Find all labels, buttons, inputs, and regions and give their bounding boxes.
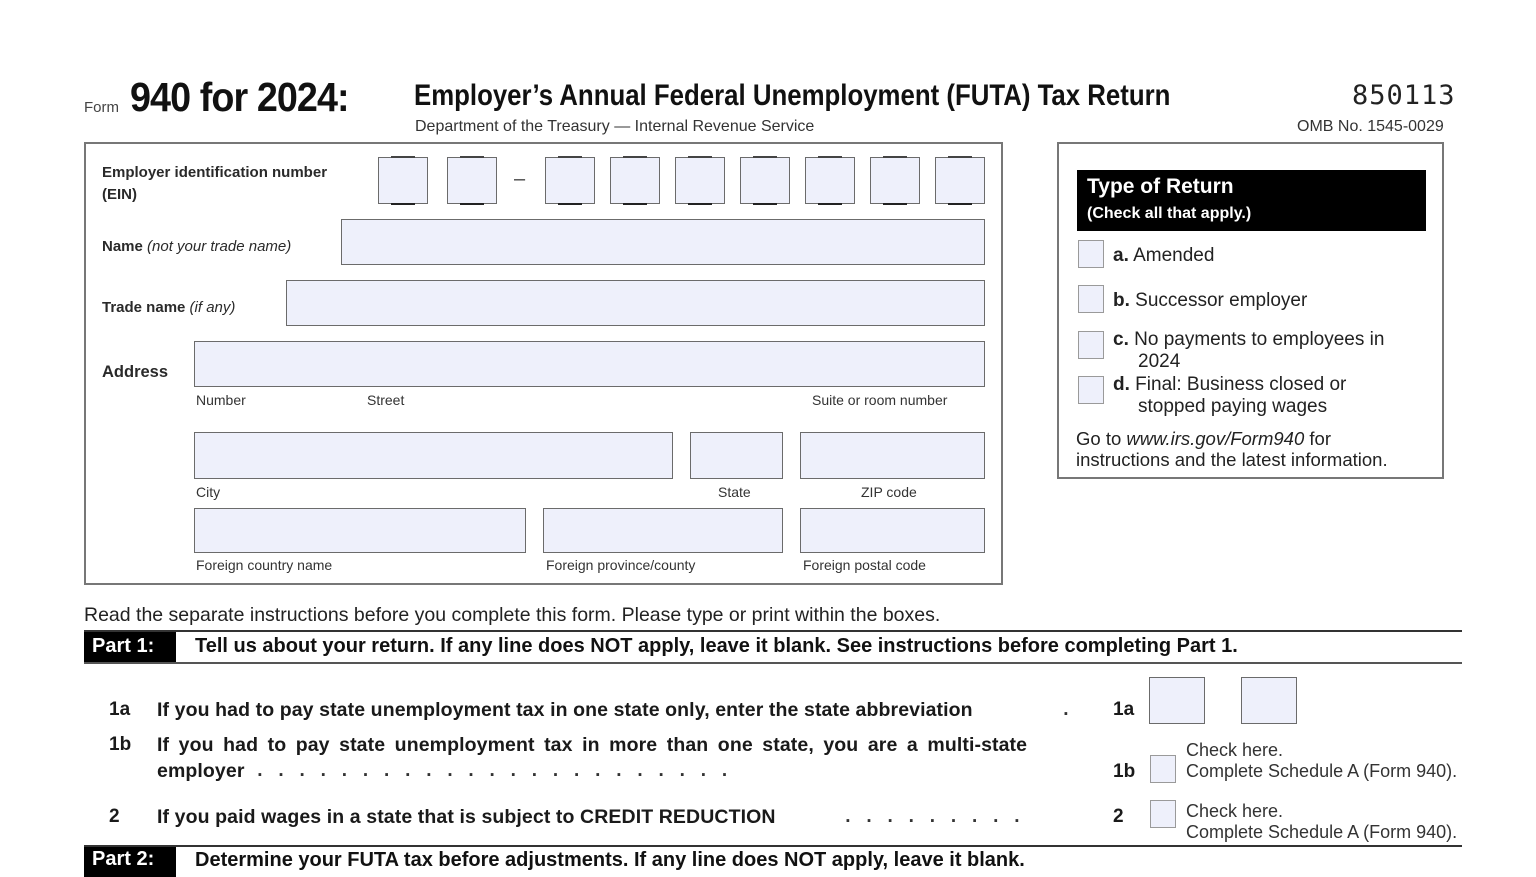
state-abbrev-box-1[interactable]	[1149, 677, 1205, 724]
zip-input[interactable]	[800, 432, 985, 479]
multi-state-checkbox[interactable]	[1150, 755, 1176, 783]
irs-form940-link[interactable]: www.irs.gov/Form940	[1126, 428, 1305, 449]
successor-employer-option	[1113, 290, 1307, 312]
ein-digit-9[interactable]	[935, 157, 985, 204]
option-label-b: Successor employer	[1135, 290, 1308, 311]
option-label-a: Amended	[1133, 245, 1215, 266]
foreign-province-sublabel: Foreign province/county	[546, 557, 696, 573]
irs-link-note	[1076, 428, 1388, 470]
part1-tag	[84, 632, 176, 662]
option-label-c: No payments to employees in	[1134, 329, 1385, 350]
department-line: Department of the Treasury — Internal Revenue Service	[415, 118, 815, 135]
part1-tag-text: Part 1:	[92, 635, 155, 657]
part1-top-rule	[84, 630, 1462, 632]
name-label	[102, 238, 291, 255]
successor-employer-checkbox[interactable]	[1078, 285, 1104, 313]
line-2-check-note	[1186, 801, 1457, 843]
trade-name-label-text: Trade name	[102, 299, 186, 316]
ein-digit-3[interactable]	[545, 157, 595, 204]
irs-note-prefix: Go to	[1076, 428, 1127, 449]
irs-note-line2: instructions and the latest information.	[1076, 449, 1388, 470]
trade-name-label	[102, 299, 235, 316]
part2-tag-text: Part 2:	[92, 848, 155, 870]
address-street-input[interactable]	[194, 341, 985, 387]
option-label-d-line2: stopped paying wages	[1138, 396, 1328, 417]
trade-name-input[interactable]	[286, 280, 985, 326]
line-1a-text: If you had to pay state unemployment tax in one state only, enter the state abbreviation	[157, 699, 973, 721]
form-main-title: Employer’s Annual Federal Unemployment (FUTA) Tax Return	[414, 79, 1171, 112]
street-sublabel: Street	[367, 392, 405, 408]
name-label-hint: (not your trade name)	[147, 238, 292, 255]
line-2-dots: . . . . . . . . .	[840, 806, 1020, 827]
ein-digit-1[interactable]	[378, 157, 428, 204]
omb-number: OMB No. 1545-0029	[1297, 118, 1444, 135]
foreign-country-sublabel: Foreign country name	[196, 557, 333, 573]
credit-reduction-checkbox[interactable]	[1150, 800, 1176, 828]
final-return-option	[1113, 374, 1346, 418]
ein-label-line2: (EIN)	[102, 186, 137, 203]
part2-tag	[84, 847, 176, 877]
part1-bottom-rule	[84, 662, 1462, 664]
state-abbrev-box-2[interactable]	[1241, 677, 1297, 724]
form-number-title: 940 for 2024:	[130, 74, 349, 120]
line-1b-check-note	[1186, 740, 1457, 782]
city-sublabel: City	[196, 484, 221, 500]
final-return-checkbox[interactable]	[1078, 376, 1104, 404]
ein-digit-5[interactable]	[675, 157, 725, 204]
type-of-return-title: Type of Return	[1087, 175, 1234, 198]
form-code: 850113	[1352, 80, 1456, 111]
ein-label-line1: Employer identification number	[102, 164, 328, 181]
name-label-text: Name	[102, 238, 143, 255]
foreign-postal-sublabel: Foreign postal code	[803, 557, 926, 573]
address-label: Address	[102, 363, 169, 381]
ein-label	[102, 162, 327, 206]
amended-checkbox[interactable]	[1078, 240, 1104, 268]
part2-top-rule	[84, 845, 1462, 847]
irs-note-suffix: for	[1304, 428, 1331, 449]
ein-digit-8[interactable]	[870, 157, 920, 204]
line-1b-ref: 1b	[1113, 761, 1136, 782]
foreign-province-input[interactable]	[543, 508, 783, 553]
form-header	[0, 0, 1536, 140]
suite-sublabel: Suite or room number	[812, 392, 948, 408]
line-2-number: 2	[109, 806, 120, 827]
line-1b-text-line2: employer	[157, 760, 245, 782]
state-sublabel: State	[718, 484, 751, 500]
line-1b-schedule-a: Complete Schedule A (Form 940).	[1186, 761, 1458, 781]
state-input[interactable]	[690, 432, 783, 479]
option-label-d: Final: Business closed or	[1135, 374, 1347, 395]
option-letter-a: a.	[1113, 245, 1129, 266]
foreign-country-input[interactable]	[194, 508, 526, 553]
name-input[interactable]	[341, 219, 985, 265]
line-1b-text: If you had to pay state unemployment tax in more than one state, you are a multi-state	[157, 734, 1028, 756]
number-sublabel: Number	[196, 392, 246, 408]
line-2-schedule-a: Complete Schedule A (Form 940).	[1186, 822, 1458, 842]
option-letter-d: d.	[1113, 374, 1130, 395]
instructions-line: Read the separate instructions before you complete this form. Please type or print within the boxes.	[84, 604, 941, 626]
form-prefix: Form	[84, 99, 119, 116]
line-2-ref: 2	[1113, 806, 1124, 827]
line-2-text: If you paid wages in a state that is subject to CREDIT REDUCTION	[157, 806, 776, 828]
type-of-return-header	[1077, 170, 1426, 231]
ein-digit-2[interactable]	[447, 157, 497, 204]
ein-digit-7[interactable]	[805, 157, 855, 204]
amended-option	[1113, 245, 1214, 267]
foreign-postal-input[interactable]	[800, 508, 985, 553]
line-1b-number: 1b	[109, 734, 132, 755]
ein-separator: –	[514, 168, 526, 190]
line-1a-dots: .	[1058, 699, 1069, 720]
part1-title: Tell us about your return. If any line does NOT apply, leave it blank. See instructions before completing Part 1.	[195, 635, 1238, 657]
part2-title: Determine your FUTA tax before adjustments. If any line does NOT apply, leave it blank.	[195, 849, 1025, 871]
no-payments-checkbox[interactable]	[1078, 331, 1104, 359]
option-label-c-line2: 2024	[1138, 351, 1181, 372]
option-letter-b: b.	[1113, 290, 1130, 311]
city-input[interactable]	[194, 432, 673, 479]
no-payments-option	[1113, 329, 1384, 373]
ein-digit-6[interactable]	[740, 157, 790, 204]
option-letter-c: c.	[1113, 329, 1129, 350]
ein-digit-4[interactable]	[610, 157, 660, 204]
zip-sublabel: ZIP code	[861, 484, 917, 500]
line-1b-check-here: Check here.	[1186, 740, 1284, 760]
line-1a-number: 1a	[109, 699, 131, 720]
line-1b-dots: . . . . . . . . . . . . . . . . . . . . . . .	[252, 760, 728, 781]
line-2-check-here: Check here.	[1186, 801, 1284, 821]
type-of-return-subtitle: (Check all that apply.)	[1087, 205, 1252, 222]
trade-name-label-hint: (if any)	[189, 299, 236, 316]
line-1a-ref: 1a	[1113, 699, 1135, 720]
